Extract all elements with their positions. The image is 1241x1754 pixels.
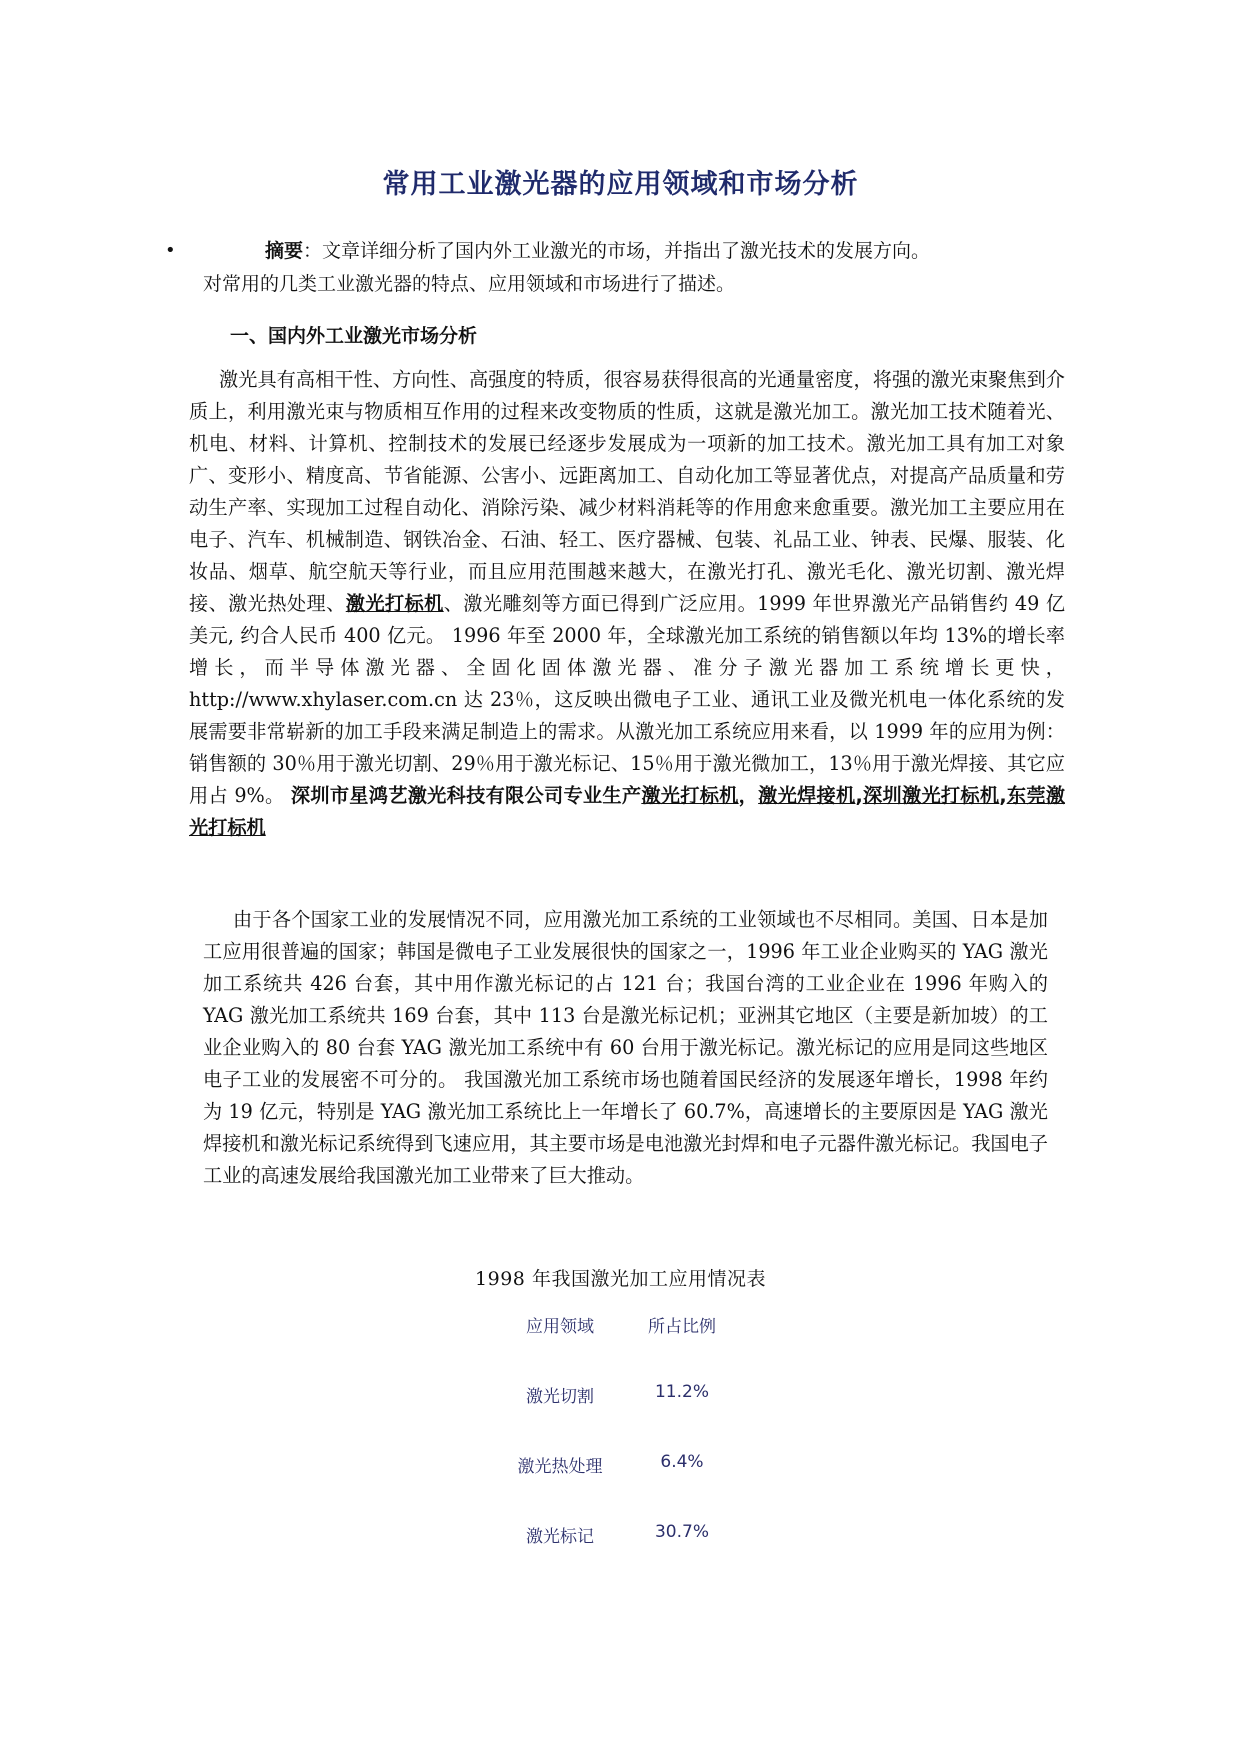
table-cell-ratio: 30.7%: [654, 1522, 709, 1542]
table-row: [493, 1522, 737, 1592]
section-heading: 一、国内外工业激光市场分析: [230, 325, 478, 347]
table-cell-field: 激光切割: [526, 1387, 594, 1407]
paragraph-1: [189, 364, 1065, 844]
link-separator-3: ,: [999, 784, 1007, 807]
document-title: 常用工业激光器的应用领域和市场分析: [382, 169, 859, 200]
table-cell-ratio: 11.2%: [654, 1382, 709, 1402]
paragraph-1-text-a: 激光具有高相干性、方向性、高强度的特质，很容易获得很高的光通量密度，将强的激光束聚焦到介质上，利用激光束与物质相互作用的过程来改变物质的性质，这就是激光加工。激光加工技术随着光、机电、材料、计算机、控制技术的发展已经逐步发展成为一项新的加工技术。激光加工具有加工对象广、变形小、精度高、节省能源、公害小、远距离加工、自动化加工等显著优点，对提高产品质量和劳动生产率、实现加工过程自动化、消除污染、减少材料消耗等的作用愈来愈重要。激光加工主要应用在电子、汽车、机械制造、钢铁冶金、石油、轻工、医疗器械、包装、礼品工业、钟表、民爆、服装、化妆品、烟草、航空航天等行业，而且应用范围越来越大，在激光打孔、激光毛化、激光切割、激光焊接、激光热处理、: [189, 368, 1065, 615]
table-row: [493, 1382, 737, 1452]
abstract-line-1: [265, 236, 930, 263]
shenzhen-laser-marking-link[interactable]: 深圳激光打标机: [862, 784, 1000, 807]
table-header-row: [493, 1312, 737, 1382]
laser-welding-machine-link[interactable]: 激光焊接机: [758, 784, 856, 807]
paragraph-2: 由于各个国家工业的发展情况不同，应用激光加工系统的工业领域也不尽相同。美国、日本是加工应用很普遍的国家；韩国是微电子工业发展很快的国家之一，1996 年工业企业购买的 YAG 激光加工系统共 426 台套，其中用作激光标记的占 121 台；我国台湾的工业企业在 1996 年购入的 YAG 激光加工系统共 169 台套，其中 113 台是激光标记机；亚洲其它地区（主要是新加坡）的工业企业购入的 80 台套 YAG 激光加工系统中有 60 台用于激光标记。激光标记的应用是同这些地区电子工业的发展密不可分的。 我国激光加工系统市场也随着国民经济的发展逐年增长，1998 年约为 19 亿元，特别是 YAG 激光加工系统比上一年增长了 60.7%，高速增长的主要原因是 YAG 激光焊接机和激光标记系统得到飞速应用，其主要市场是电池激光封焊和电子元器件激光标记。我国电子工业的高速发展给我国激光加工业带来了巨大推动。: [203, 908, 1048, 1187]
application-table: [493, 1312, 737, 1592]
paragraph-1-text-b: 、激光雕刻等方面已得到广泛应用。1999 年世界激光产品销售约 49 亿美元, 约合人民币 400 亿元。 1996 年至 2000 年，全球激光加工系统的销售额以年均 13%的增长率增长，而半导体激光器、全固化固体激光器、准分子激光器加工系统增长更快，http://www.xhylaser.com.cn 达 23％，这反映出微电子工业、通讯工业及微光机电一体化系统的发展需要非常崭新的加工手段来满足制造上的需求。从激光加工系统应用来看，以 1999 年的应用为例：销售额的 30％用于激光切割、29％用于激光标记、15％用于激光微加工，13％用于激光焊接、其它应用占 9%。: [189, 592, 1066, 807]
abstract-bullet: •: [165, 240, 176, 261]
table-header-ratio: 所占比例: [648, 1317, 716, 1337]
link-separator-1: ，: [738, 784, 759, 807]
table-cell-field: 激光热处理: [517, 1457, 603, 1477]
laser-marking-link[interactable]: 激光打标机: [345, 592, 444, 615]
table-header-field: 应用领域: [526, 1317, 594, 1337]
abstract-colon: ：: [303, 240, 323, 262]
table-cell-field: 激光标记: [526, 1527, 594, 1547]
table-row: [493, 1452, 737, 1522]
abstract-line-2: 对常用的几类工业激光器的特点、应用领域和市场进行了描述。: [203, 273, 736, 295]
laser-marking-machine-link[interactable]: 激光打标机: [641, 784, 739, 807]
abstract-text-1: 文章详细分析了国内外工业激光的市场，并指出了激光技术的发展方向。: [322, 240, 931, 262]
company-text: 深圳市星鸿艺激光科技有限公司专业生产: [290, 784, 642, 807]
link-separator-2: ,: [855, 784, 863, 807]
abstract-label: 摘要: [265, 240, 304, 262]
dongguan-laser-marking-link[interactable]: 东莞激光打标机: [189, 784, 1066, 839]
table-cell-ratio: 6.4%: [660, 1452, 704, 1472]
table-title: 1998 年我国激光加工应用情况表: [475, 1268, 766, 1290]
